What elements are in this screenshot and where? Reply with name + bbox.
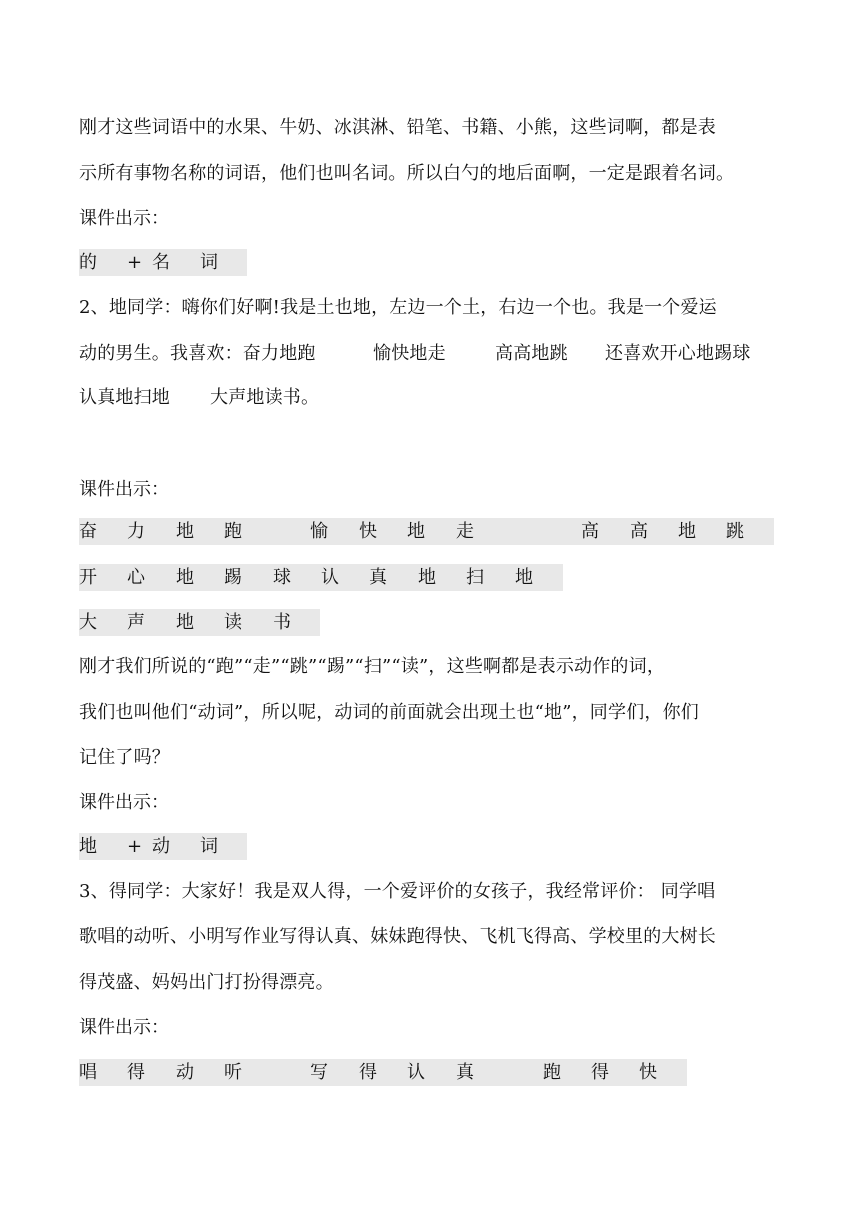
text-segment: 大声地读书。 <box>210 387 320 408</box>
phrase-row-3 <box>79 609 320 636</box>
phrase-row-4 <box>79 1059 687 1086</box>
phrase-char: 奋 <box>79 521 97 542</box>
formula-di-verb <box>79 833 247 860</box>
formula-char: + <box>127 836 143 857</box>
paragraph-1-line-2: 示所有事物名称的词语，他们也叫名词。所以白勺的地后面啊，一定是跟着名词。 <box>79 163 735 184</box>
formula-char: 动 <box>152 836 170 857</box>
phrase-char: 跳 <box>726 521 744 542</box>
phrase-char: 扫 <box>466 567 484 588</box>
text-segment: 高高地跳 <box>495 343 568 364</box>
phrase-char: 动 <box>176 1062 194 1083</box>
phrase-char: 地 <box>678 521 696 542</box>
text-segment: 还喜欢开心地踢球 <box>605 343 751 364</box>
phrase-char: 得 <box>127 1062 145 1083</box>
phrase-char: 听 <box>224 1062 242 1083</box>
phrase-char: 地 <box>176 612 194 633</box>
paragraph-1-line-1: 刚才这些词语中的水果、牛奶、冰淇淋、铅笔、书籍、小熊，这些词啊，都是表 <box>79 117 716 138</box>
phrase-char: 快 <box>639 1062 657 1083</box>
paragraph-3-line-1: 刚才我们所说的“跑”“走”“跳”“踢”“扫”“读”，这些啊都是表示动作的词， <box>79 656 666 677</box>
phrase-char: 地 <box>176 521 194 542</box>
courseware-label-1: 课件出示： <box>79 208 169 229</box>
phrase-char: 书 <box>273 612 291 633</box>
phrase-char: 得 <box>359 1062 377 1083</box>
text-segment: 愉快地走 <box>373 343 446 364</box>
phrase-char: 真 <box>369 567 387 588</box>
phrase-char: 走 <box>456 521 474 542</box>
phrase-char: 得 <box>591 1062 609 1083</box>
phrase-char: 地 <box>176 567 194 588</box>
formula-char: 词 <box>200 836 218 857</box>
phrase-char: 认 <box>321 567 339 588</box>
phrase-char: 唱 <box>79 1062 97 1083</box>
phrase-char: 快 <box>359 521 377 542</box>
phrase-char: 球 <box>273 567 291 588</box>
phrase-char: 读 <box>224 612 242 633</box>
formula-char: 的 <box>79 252 97 273</box>
text-segment: 认真地扫地 <box>79 387 170 408</box>
phrase-char: 踢 <box>224 567 242 588</box>
formula-char: 名 <box>152 252 170 273</box>
courseware-label-4: 课件出示： <box>79 1017 169 1038</box>
formula-char: + <box>127 252 143 273</box>
paragraph-3-line-2: 我们也叫他们“动词”，所以呢，动词的前面就会出现土也“地”，同学们，你们 <box>79 702 700 723</box>
phrase-char: 真 <box>456 1062 474 1083</box>
phrase-char: 跑 <box>224 521 242 542</box>
phrase-char: 地 <box>418 567 436 588</box>
phrase-char: 大 <box>79 612 97 633</box>
paragraph-4-line-1: 3、得同学：大家好！我是双人得，一个爱评价的女孩子，我经常评价： 同学唱 <box>79 881 716 902</box>
courseware-label-3: 课件出示： <box>79 792 169 813</box>
phrase-char: 声 <box>127 612 145 633</box>
phrase-char: 跑 <box>543 1062 561 1083</box>
phrase-char: 力 <box>127 521 145 542</box>
phrase-char: 地 <box>407 521 425 542</box>
text-segment: 动的男生。我喜欢：奋力地跑 <box>79 343 316 364</box>
paragraph-4-line-2: 歌唱的动听、小明写作业写得认真、妹妹跑得快、飞机飞得高、学校里的大树长 <box>79 926 716 947</box>
phrase-char: 开 <box>79 567 97 588</box>
phrase-char: 高 <box>581 521 599 542</box>
formula-char: 词 <box>200 252 218 273</box>
phrase-char: 愉 <box>310 521 328 542</box>
phrase-row-2 <box>79 564 563 591</box>
phrase-row-1 <box>79 518 774 545</box>
formula-char: 地 <box>79 836 97 857</box>
paragraph-3-line-3: 记住了吗？ <box>79 747 170 768</box>
phrase-char: 写 <box>310 1062 328 1083</box>
phrase-char: 认 <box>407 1062 425 1083</box>
phrase-char: 地 <box>515 567 533 588</box>
phrase-char: 心 <box>127 567 145 588</box>
paragraph-4-line-3: 得茂盛、妈妈出门打扮得漂亮。 <box>79 972 334 993</box>
formula-de-noun <box>79 249 247 276</box>
phrase-char: 高 <box>630 521 648 542</box>
paragraph-2-line-1: 2、地同学：嗨你们好啊!我是土也地，左边一个土，右边一个也。我是一个爱运 <box>79 297 717 318</box>
courseware-label-2: 课件出示： <box>79 479 169 500</box>
